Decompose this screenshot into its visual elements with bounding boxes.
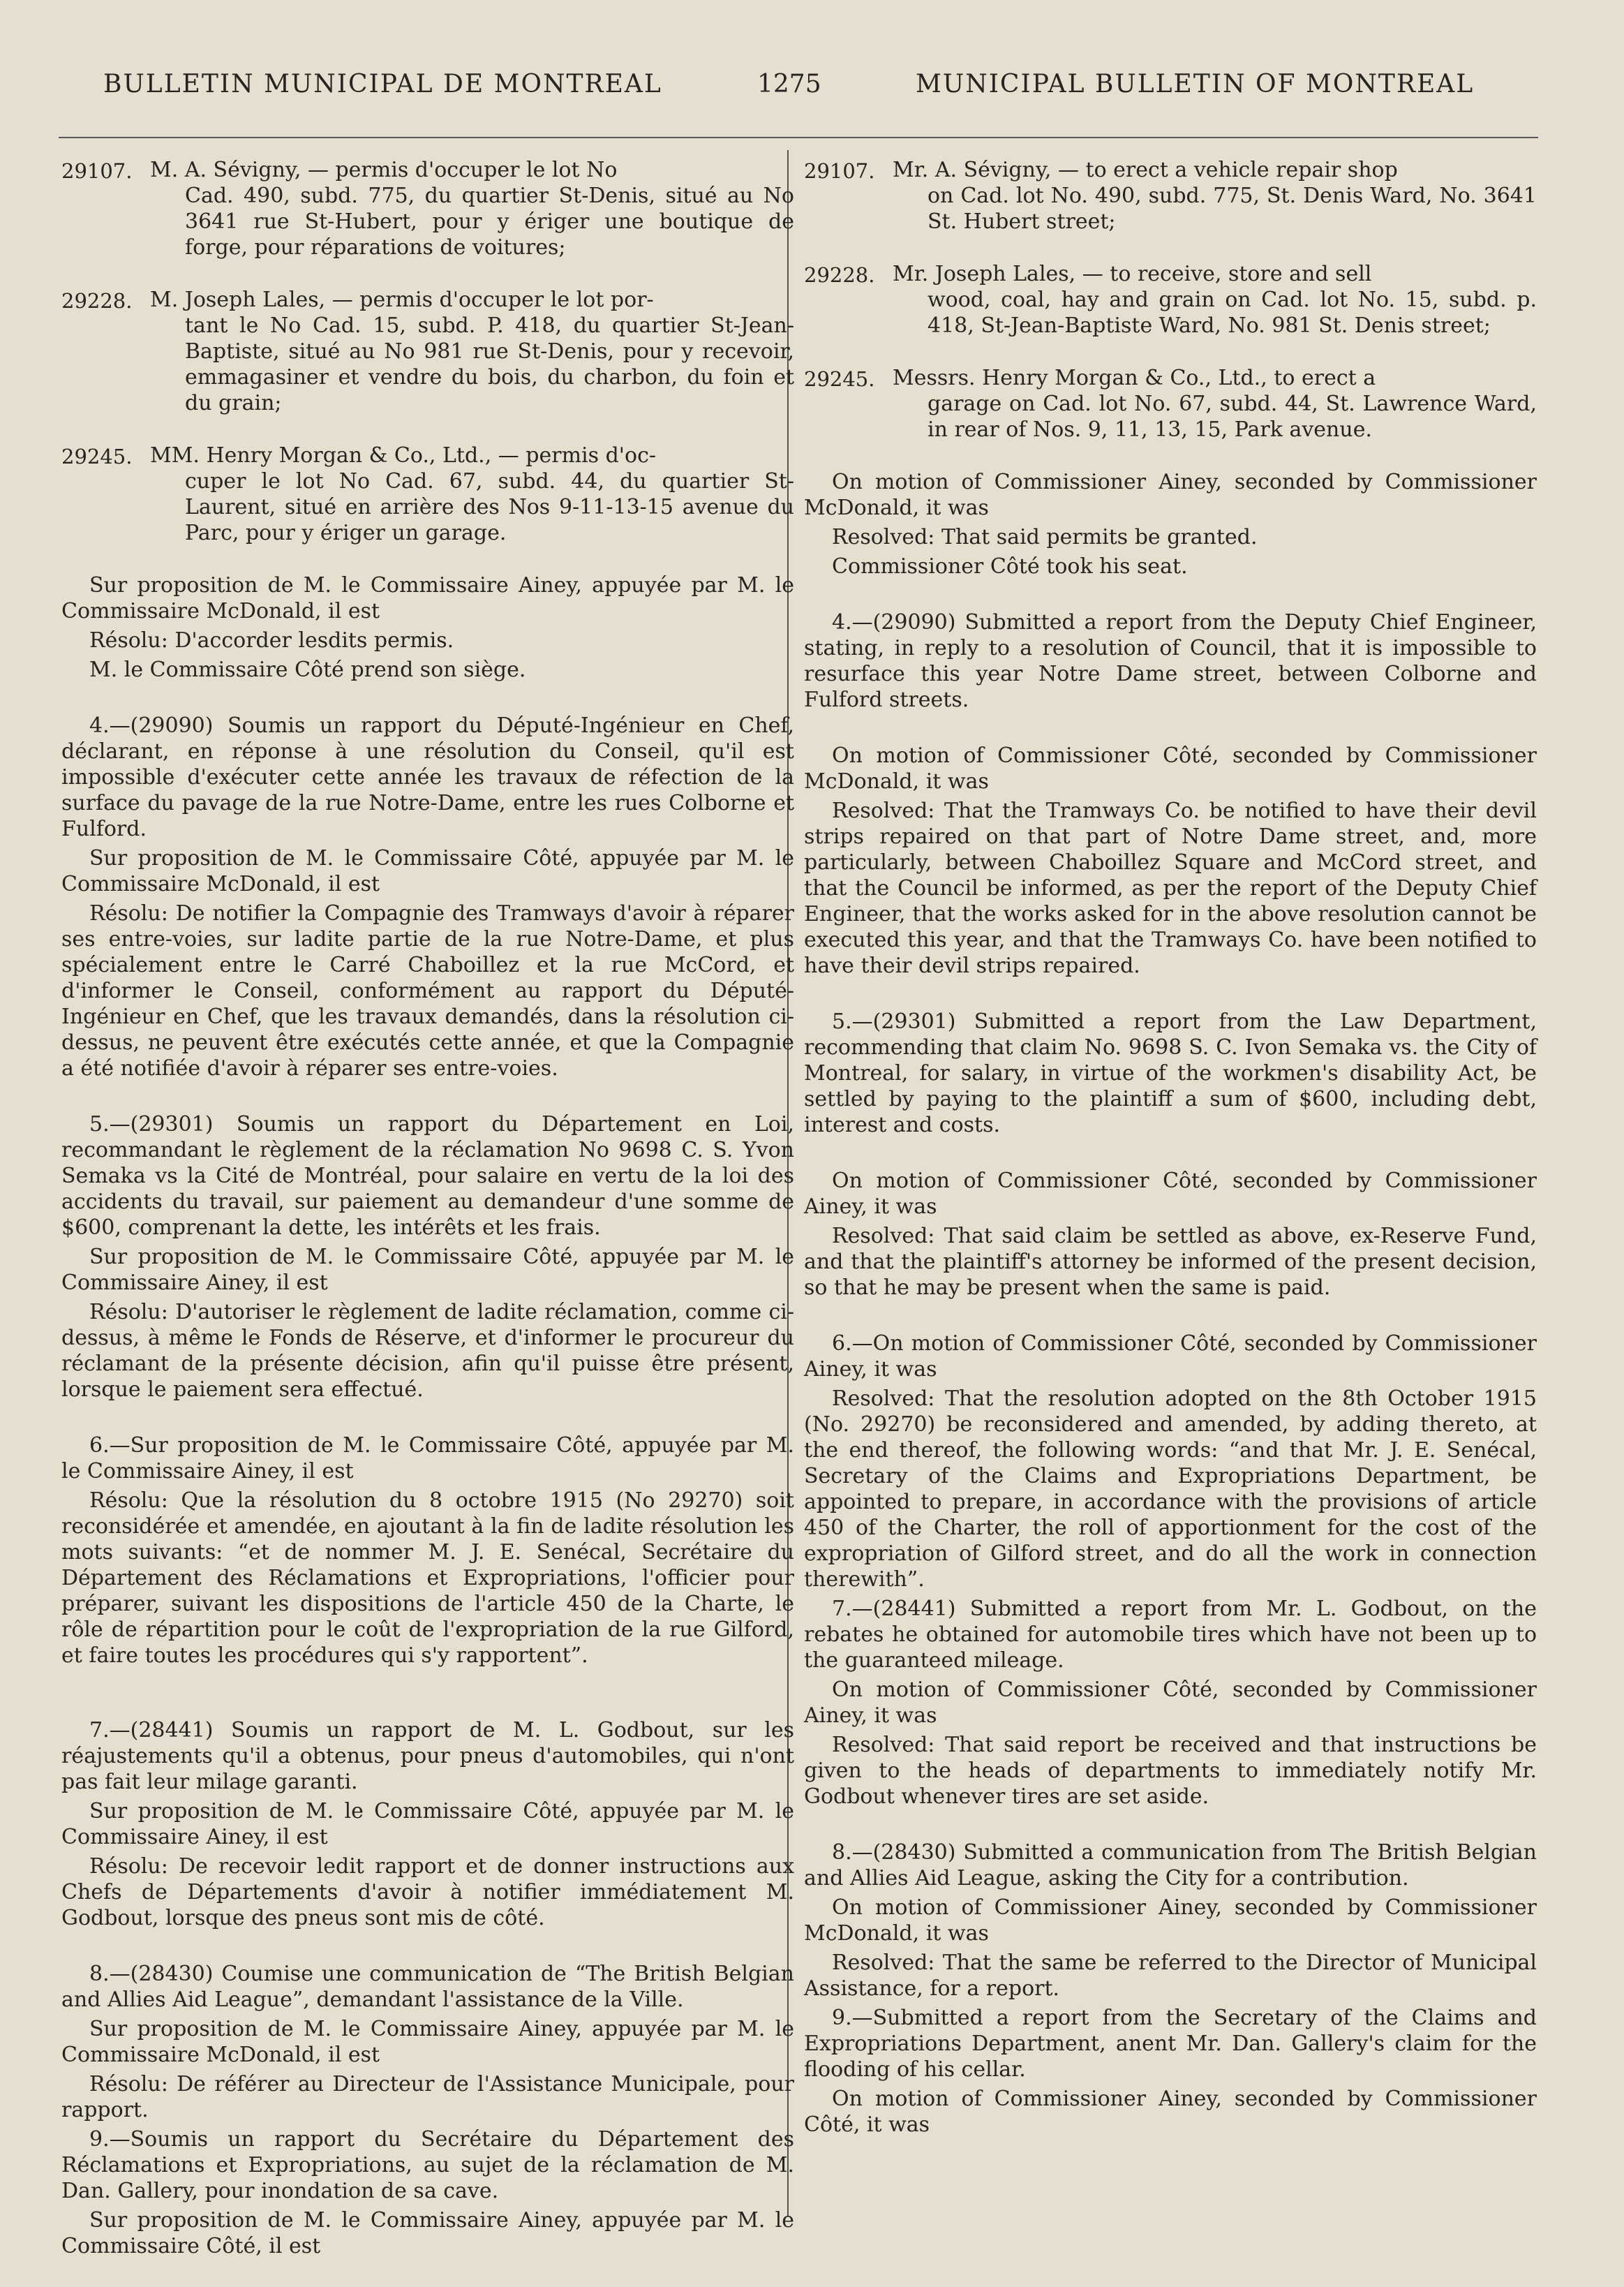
paragraph: 4.—(29090) Soumis un rapport du Député-Ingénieur en Chef, déclarant, en réponse à une résolution du Conseil, qu'il est impossible d'exécuter cette année les travaux de réfection de la surface du pavage de la rue Notre-Dame, entre les rues Colborne et Fulford. [61, 713, 794, 841]
paragraph: Résolu: De notifier la Compagnie des Tramways d'avoir à réparer ses entre-voies, sur ladite partie de la rue Notre-Dame, et plus spécialement entre le Carré Chaboillez et la rue McCord, et d'informer le Conseil, conformément au rapport du Député-Ingénieur en Chef, que les travaux demandés, dans la résolution ci-dessus, ne peuvent être exécutés cette année, et que la Compagnie a été notifiée d'avoir à réparer ses entre-voies. [61, 901, 794, 1081]
paragraph: Résolu: Que la résolution du 8 octobre 1915 (No 29270) soit reconsidérée et amendée, en ajoutant à la fin de ladite résolution les mots suivants: “et de nommer M. J. E. Senécal, Secrétaire du Département des Réclamations et Expropriations, l'officier pour préparer, suivant les dispositions de l'article 450 de la Charte, le rôle de répartition pour le coût de l'expropriation de la rue Gilford, et faire toutes les procédures qui s'y rapportent”. [61, 1488, 794, 1668]
permit-text: Mr. Joseph Lales, — to receive, store and sell [893, 262, 1372, 286]
spacer [61, 686, 794, 713]
paragraph: Résolu: De recevoir ledit rapport et de donner instructions aux Chefs de Départements d'avoir à notifier immédiatement M. Godbout, lorsque des pneus sont mis de côté. [61, 1854, 794, 1930]
paragraph: Sur proposition de M. le Commissaire Côté, appuyée par M. le Commissaire Ainey, il est [61, 1245, 794, 1295]
paragraph: 9.—Submitted a report from the Secretary of the Claims and Expropriations Department, anent Mr. Dan. Gallery's claim for the flooding of his cellar. [804, 2006, 1537, 2082]
page-number: 1275 [757, 70, 821, 98]
permit-number: 29228. [61, 289, 133, 313]
permit-text-cont: Cad. 490, subd. 775, du quartier St-Denis, situé au No 3641 rue St-Hubert, pour y ériger une boutique de forge, pour réparations de voitures; [185, 184, 794, 260]
permit-text: MM. Henry Morgan & Co., Ltd., — permis d'oc- [150, 443, 657, 468]
header-english-title: MUNICIPAL BULLETIN OF MONTREAL [916, 70, 1475, 98]
french-column [61, 157, 794, 2263]
spacer [804, 1304, 1537, 1331]
paragraph: 8.—(28430) Submitted a communication from The British Belgian and Allies Aid League, asking the City for a contribution. [804, 1840, 1537, 1890]
permit-text: M. A. Sévigny, — permis d'occuper le lot No [150, 158, 618, 182]
paragraph: 7.—(28441) Soumis un rapport de M. L. Godbout, sur les réajustements qu'il a obtenus, pour pneus d'automobiles, qui n'ont pas fait leur milage garanti. [61, 1718, 794, 1794]
paragraph: 6.—Sur proposition de M. le Commissaire Côté, appuyée par M. le Commissaire Ainey, il est [61, 1433, 794, 1483]
permit-text-cont: tant le No Cad. 15, subd. P. 418, du quartier St-Jean-Baptiste, situé au No 981 rue St-Denis, pour y recevoir, emmagasiner et vendre du bois, du charbon, du foin et du grain; [185, 313, 794, 415]
spacer [804, 1813, 1537, 1840]
paragraph: Resolved: That said report be received and that instructions be given to the heads of departments to immediately notify Mr. Godbout whenever tires are set aside. [804, 1733, 1537, 1809]
permit-item [61, 443, 794, 546]
spacer [804, 982, 1537, 1009]
paragraph: Sur proposition de M. le Commissaire Ainey, appuyée par M. le Commissaire McDonald, il est [61, 2017, 794, 2067]
permit-item [61, 157, 794, 260]
paragraph: On motion of Commissioner Ainey, seconded by Commissioner McDonald, it was [804, 470, 1537, 520]
paragraph: Resolved: That said permits be granted. [832, 525, 1258, 549]
paragraph: Sur proposition de M. le Commissaire Côté, appuyée par M. le Commissaire Ainey, il est [61, 1799, 794, 1849]
permit-text-cont: on Cad. lot No. 490, subd. 775, St. Denis Ward, No. 3641 St. Hubert street; [928, 184, 1537, 234]
permit-number: 29245. [61, 445, 133, 468]
permit-number: 29228. [804, 263, 875, 287]
paragraph: On motion of Commissioner Côté, seconded by Commissioner Ainey, it was [804, 1169, 1537, 1219]
english-column [804, 157, 1537, 2141]
paragraph: 7.—(28441) Submitted a report from Mr. L. Godbout, on the rebates he obtained for automobile tires which have not been up to the guaranteed mileage. [804, 1597, 1537, 1673]
permit-item [61, 287, 794, 416]
permit-text-cont: cuper le lot No Cad. 67, subd. 44, du quartier St-Laurent, situé en arrière des Nos 9-11-13-15 avenue du Parc, pour y ériger un garage. [185, 469, 794, 545]
paragraph: Résolu: De référer au Directeur de l'Assistance Municipale, pour rapport. [61, 2072, 794, 2122]
paragraph: On motion of Commissioner Côté, seconded by Commissioner McDonald, it was [804, 743, 1537, 794]
permit-text: M. Joseph Lales, — permis d'occuper le lot por- [150, 288, 654, 312]
permit-number: 29245. [804, 367, 875, 391]
spacer [61, 1934, 794, 1961]
paragraph: Resolved: That said claim be settled as above, ex-Reserve Fund, and that the plaintiff's attorney be informed of the present decision, so that he may be present when the same is paid. [804, 1224, 1537, 1300]
spacer [61, 1085, 794, 1111]
paragraph: On motion of Commissioner Ainey, seconded by Commissioner McDonald, it was [804, 1895, 1537, 1946]
paragraph: 4.—(29090) Submitted a report from the Deputy Chief Engineer, stating, in reply to a resolution of Council, that it is impossible to resurface this year Notre Dame street, between Colborne and Fulford streets. [804, 610, 1537, 712]
header-rule [59, 137, 1538, 138]
paragraph: Commissioner Côté took his seat. [832, 554, 1188, 579]
permit-text: Messrs. Henry Morgan & Co., Ltd., to erect a [893, 366, 1376, 390]
permit-item [804, 261, 1537, 339]
spacer [61, 1672, 794, 1717]
spacer [804, 1141, 1537, 1168]
permit-text-cont: garage on Cad. lot No. 67, subd. 44, St. Lawrence Ward, in rear of Nos. 9, 11, 13, 15, Park avenue. [928, 392, 1537, 442]
permit-item [804, 157, 1537, 235]
paragraph: Sur proposition de M. le Commissaire Ainey, appuyée par M. le Commissaire Côté, il est [61, 2208, 794, 2258]
permit-number: 29107. [61, 159, 133, 183]
paragraph: Resolved: That the same be referred to the Director of Municipal Assistance, for a report. [804, 1951, 1537, 2001]
paragraph: Resolved: That the Tramways Co. be notified to have their devil strips repaired on that part of Notre Dame street, and, more particularly, between Chaboillez Square and McCord street, and that the Council be informed, as per the report of the Deputy Chief Engineer, that the works asked for in the above resolution cannot be executed this year, and that the Tramways Co. have been notified to have their devil strips repaired. [804, 799, 1537, 978]
paragraph: 9.—Soumis un rapport du Secrétaire du Département des Réclamations et Expropriations, au sujet de la réclamation de M. Dan. Gallery, pour inondation de sa cave. [61, 2127, 794, 2203]
permit-text: Mr. A. Sévigny, — to erect a vehicle repair shop [893, 158, 1398, 182]
spacer [804, 716, 1537, 743]
header-french-title: BULLETIN MUNICIPAL DE MONTREAL [103, 70, 662, 98]
paragraph: 8.—(28430) Coumise une communication de “The British Belgian and Allies Aid League”, demandant l'assistance de la Ville. [61, 1962, 794, 2012]
paragraph: M. le Commissaire Côté prend son siège. [89, 658, 526, 682]
paragraph: 5.—(29301) Submitted a report from the Law Department, recommending that claim No. 9698 S. C. Ivon Semaka vs. the City of Montreal, for salary, in virtue of the workmen's disability Act, be settled by paying to the plaintiff a sum of $600, including debt, interest and costs. [804, 1009, 1537, 1137]
paragraph: Sur proposition de M. le Commissaire Ainey, appuyée par M. le Commissaire McDonald, il est [61, 573, 794, 623]
spacer [804, 583, 1537, 609]
permit-text-cont: wood, coal, hay and grain on Cad. lot No. 15, subd. p. 418, St-Jean-Baptiste Ward, No. 981 St. Denis street; [928, 288, 1537, 338]
paragraph: Resolved: That the resolution adopted on the 8th October 1915 (No. 29270) be reconsidered and amended, by adding thereto, at the end thereof, the following words: “and that Mr. J. E. Senécal, Secretary of the Claims and Expropriations Department, be appointed to prepare, in accordance with the provisions of article 450 of the Charter, the roll of apportionment for the cost of the expropriation of Gilford street, and do all the work in connection therewith”. [804, 1386, 1537, 1592]
paragraph: Sur proposition de M. le Commissaire Côté, appuyée par M. le Commissaire McDonald, il est [61, 846, 794, 896]
permit-item [804, 365, 1537, 443]
paragraph: On motion of Commissioner Côté, seconded by Commissioner Ainey, it was [804, 1678, 1537, 1728]
paragraph: 5.—(29301) Soumis un rapport du Département en Loi, recommandant le règlement de la réclamation No 9698 C. S. Yvon Semaka vs la Cité de Montréal, pour salaire en vertu de la loi des accidents du travail, sur paiement au demandeur d'une somme de $600, comprenant la dette, les intérêts et les frais. [61, 1112, 794, 1240]
spacer [61, 1406, 794, 1433]
paragraph: Résolu: D'accorder lesdits permis. [89, 628, 454, 653]
paragraph: Résolu: D'autoriser le règlement de ladite réclamation, comme ci-dessus, à même le Fonds de Réserve, et d'informer le procureur du réclamant de la présente décision, afin qu'il puisse être présent, lorsque le paiement sera effectué. [61, 1300, 794, 1402]
paragraph: 6.—On motion of Commissioner Côté, seconded by Commissioner Ainey, it was [804, 1331, 1537, 1382]
paragraph: On motion of Commissioner Ainey, seconded by Commissioner Côté, it was [804, 2087, 1537, 2137]
permit-number: 29107. [804, 159, 875, 183]
